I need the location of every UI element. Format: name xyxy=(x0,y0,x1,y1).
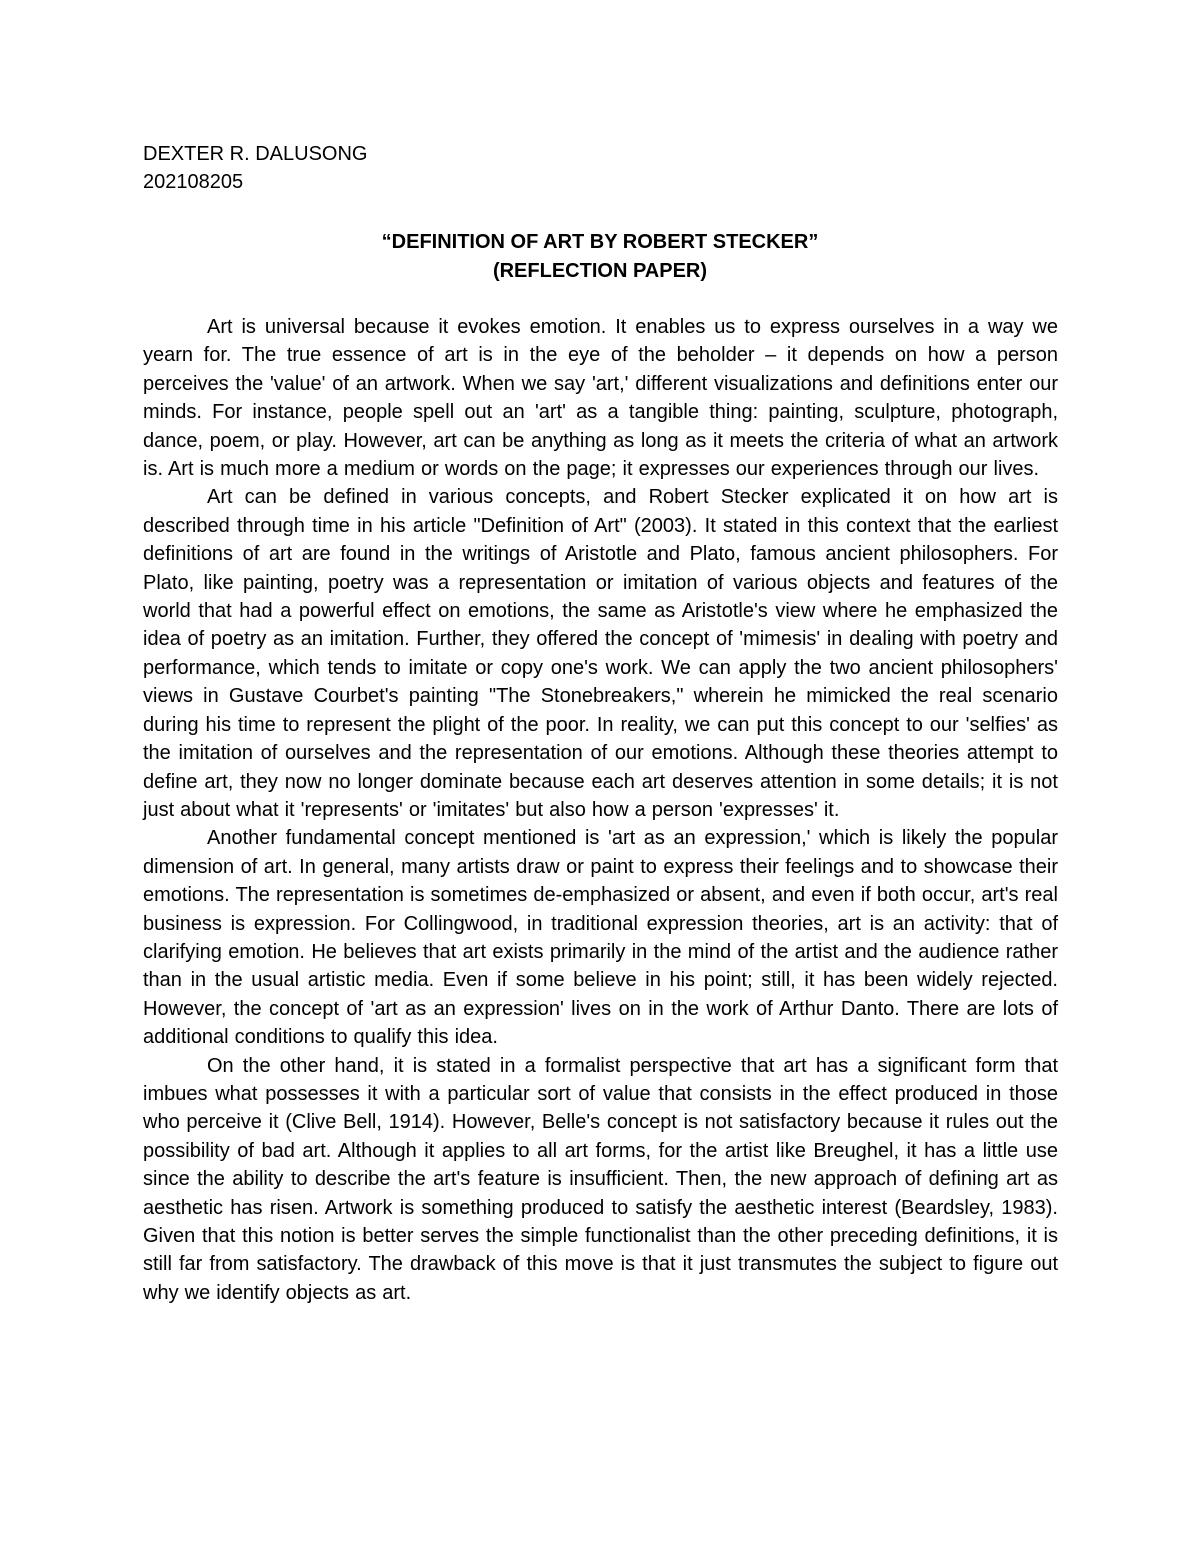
paragraph-3: Another fundamental concept mentioned is 'art as an expression,' which is likely the popular dimension of art. In general, many artists draw or paint to express their feelings and to showcase their emotions. The representation is sometimes de-emphasized or absent, and even if both occur, art's real business is expression. For Collingwood, in traditional expression theories, art is an activity: that of clarifying emotion. He believes that art exists primarily in the mind of the artist and the audience rather than in the usual artistic media. Even if some believe in his point; still, it has been widely rejected. However, the concept of 'art as an expression' lives on in the work of Arthur Danto. There are lots of additional conditions to qualify this idea. xyxy=(143,827,1058,1049)
paragraph-2: Art can be defined in various concepts, and Robert Stecker explicated it on how art is described through time in his article "Definition of Art" (2003). It stated in this context that the earliest definitions of art are found in the writings of Aristotle and Plato, famous ancient philosophers. For Plato, like painting, poetry was a representation or imitation of various objects and features of the world that had a powerful effect on emotions, the same as Aristotle's view where he emphasized the idea of poetry as an imitation. Further, they offered the concept of 'mimesis' in dealing with poetry and performance, which tends to imitate or copy one's work. We can apply the two ancient philosophers' views in Gustave Courbet's painting "The Stonebreakers," wherein he mimicked the real scenario during his time to represent the plight of the poor. In reality, we can put this concept to our 'selfies' as the imitation of ourselves and the representation of our emotions. Although these theories attempt to define art, they now no longer dominate because each art deserves attention in some details; it is not just about what it 'represents' or 'imitates' but also how a person 'expresses' it. xyxy=(143,486,1058,821)
body-text xyxy=(143,313,1058,1307)
document-title: “DEFINITION OF ART BY ROBERT STECKER” xyxy=(381,231,819,253)
author-block xyxy=(143,140,367,196)
paragraph-1: Art is universal because it evokes emotion. It enables us to express ourselves in a way we yearn for. The true essence of art is in the eye of the beholder – it depends on how a person perceives the 'value' of an artwork. When we say 'art,' different visualizations and definitions enter our minds. For instance, people spell out an 'art' as a tangible thing: painting, sculpture, photograph, dance, poem, or play. However, art can be anything as long as it meets the criteria of what an artwork is. Art is much more a medium or words on the page; it expresses our experiences through our lives. xyxy=(143,316,1058,481)
student-id: 202108205 xyxy=(143,171,244,193)
paragraph-4: On the other hand, it is stated in a formalist perspective that art has a significant form that imbues what possesses it with a particular sort of value that consists in the effect produced in those who perceive it (Clive Bell, 1914). However, Belle's concept is not satisfactory because it rules out the possibility of bad art. Although it applies to all art forms, for the artist like Breughel, it has a little use since the ability to describe the art's feature is insufficient. Then, the new approach of defining art as aesthetic has risen. Artwork is something produced to satisfy the aesthetic interest (Beardsley, 1983). Given that this notion is better serves the simple functionalist than the other preceding definitions, it is still far from satisfactory. The drawback of this move is that it just transmutes the subject to figure out why we identify objects as art. xyxy=(143,1054,1058,1304)
document-subtitle: (REFLECTION PAPER) xyxy=(492,260,708,282)
title-block xyxy=(143,228,1057,286)
author-name: DEXTER R. DALUSONG xyxy=(143,143,368,165)
